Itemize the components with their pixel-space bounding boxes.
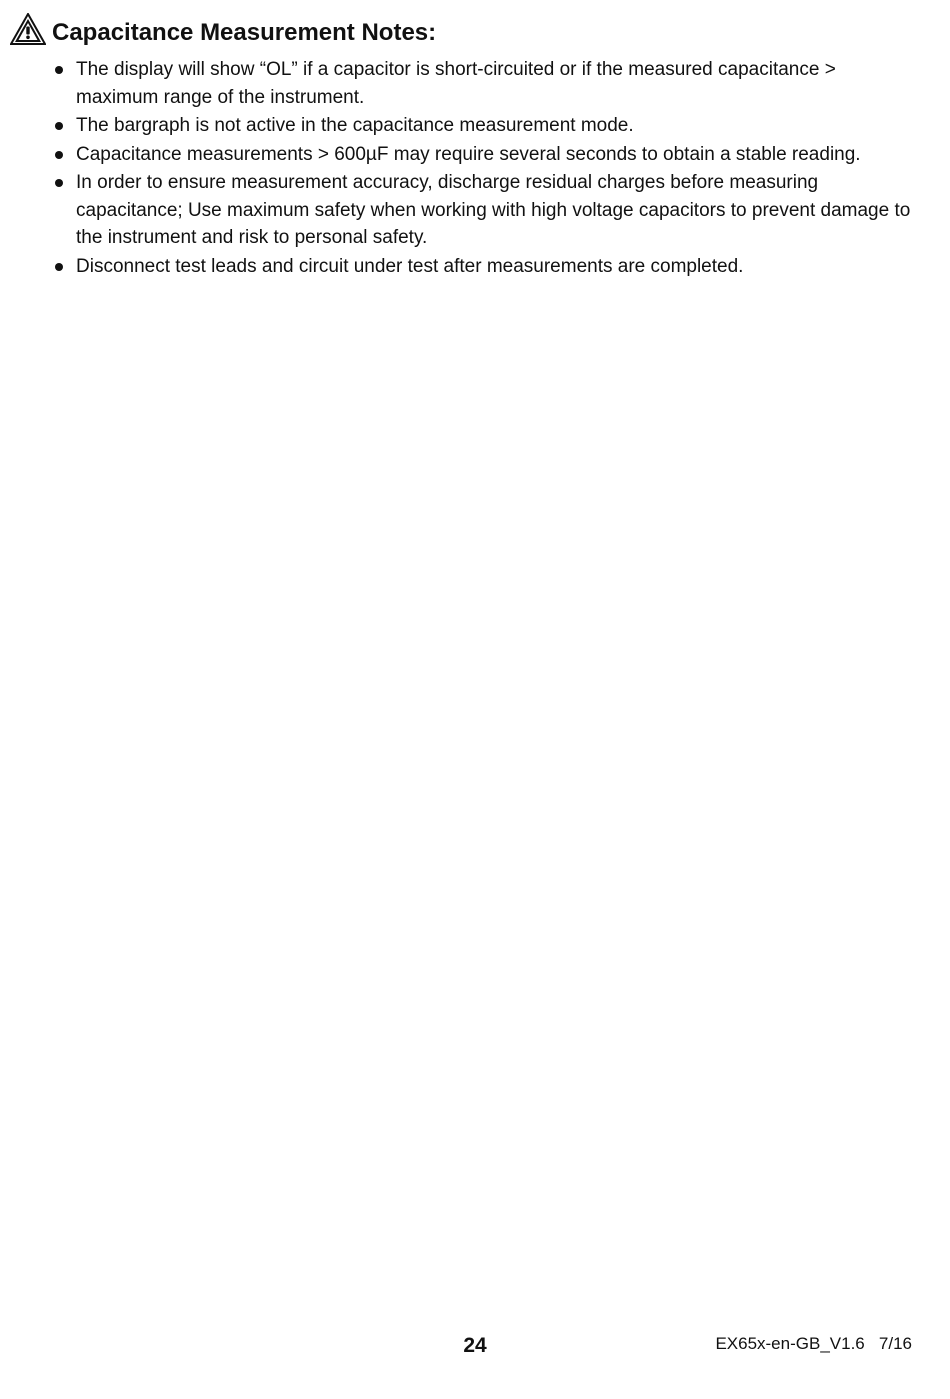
bullet-icon (55, 66, 63, 74)
note-text: The display will show “OL” if a capacitor is short-circuited or if the measured capacitance > maximum range of the instrument. (76, 59, 836, 108)
list-item (52, 56, 912, 111)
section-title: Capacitance Measurement Notes: (52, 19, 437, 46)
bullet-icon (55, 151, 63, 159)
note-text: The bargraph is not active in the capacitance measurement mode. (76, 115, 634, 136)
list-item (52, 169, 912, 252)
page-number: 24 (463, 1334, 487, 1357)
list-item (52, 253, 912, 281)
document-version: EX65x-en-GB_V1.6 7/16 (715, 1334, 912, 1353)
bullet-icon (55, 122, 63, 130)
note-text: In order to ensure measurement accuracy, discharge residual charges before measuring capacitance; Use maximum safety when working with high voltage capacitors to prevent damage to the instrument and risk to personal safety. (76, 172, 911, 248)
warning-triangle-icon (10, 13, 46, 45)
section-heading (10, 13, 436, 45)
list-item (52, 141, 912, 169)
list-item (52, 112, 912, 140)
bullet-icon (55, 179, 63, 187)
notes-list (52, 56, 912, 281)
bullet-icon (55, 263, 63, 271)
note-text: Capacitance measurements > 600µF may require several seconds to obtain a stable reading. (76, 143, 861, 165)
note-text: Disconnect test leads and circuit under test after measurements are completed. (76, 255, 744, 277)
